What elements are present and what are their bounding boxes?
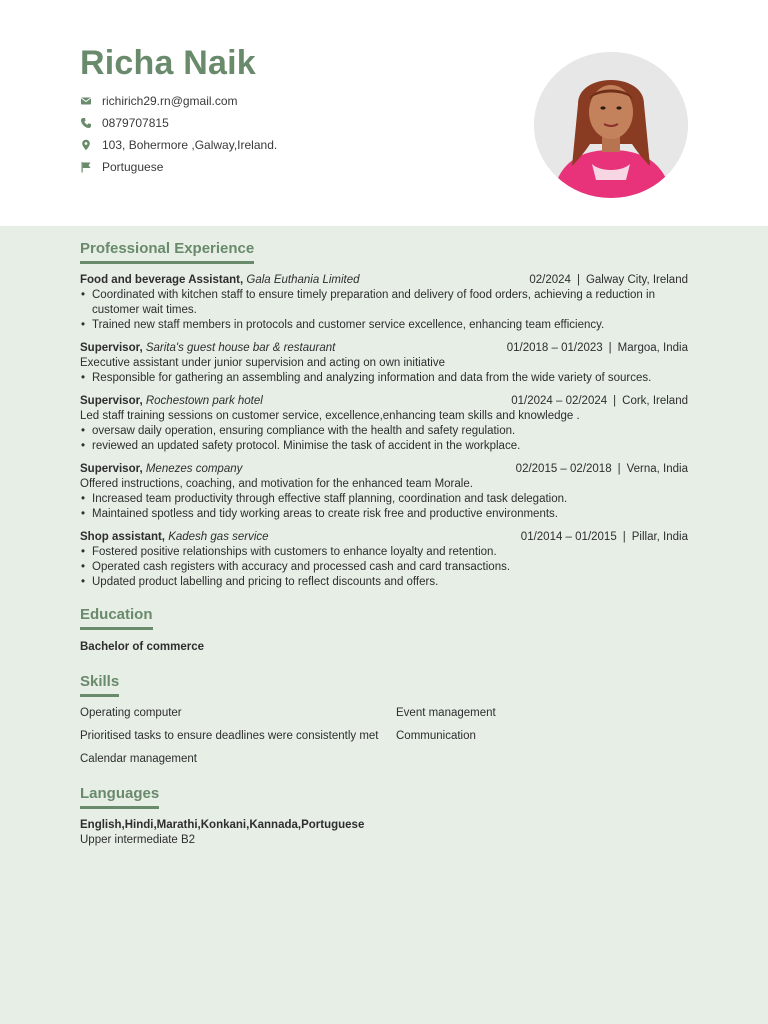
job-location: Margoa, India: [617, 342, 688, 354]
bullet-item: • Operated cash registers with accuracy and processed cash and card transactions.: [92, 560, 688, 575]
experience-heading: Professional Experience: [80, 240, 254, 264]
profile-photo: [534, 52, 688, 198]
languages-heading: Languages: [80, 785, 159, 809]
job-header: [80, 394, 688, 409]
job-meta: 01/2014 – 01/2015 | Pillar, India: [520, 531, 688, 543]
job-meta: 01/2018 – 01/2023 | Margoa, India: [506, 342, 688, 354]
education-heading: Education: [80, 606, 153, 630]
job-title: Shop assistant,: [80, 531, 165, 543]
skill-item: Prioritised tasks to ensure deadlines were consistently met: [80, 730, 379, 742]
job-role: [80, 530, 269, 545]
job-role: [80, 462, 242, 477]
flag-icon: [80, 161, 92, 173]
skill-item: Communication: [396, 730, 476, 742]
job-dates: 01/2018 – 01/2023: [506, 342, 603, 354]
contact-nationality: [80, 156, 277, 178]
job-meta: 01/2024 – 02/2024 | Cork, Ireland: [511, 395, 688, 407]
skill-item: Event management: [396, 707, 496, 719]
bullet-item: • Maintained spotless and tidy working areas to create risk free and productive environments.: [92, 507, 688, 522]
job-entry: [80, 394, 688, 454]
job-dates: 02/2015 – 02/2018: [515, 463, 612, 475]
profile-photo-illustration: [534, 52, 688, 198]
degree: Bachelor of commerce: [80, 641, 204, 653]
job-role: [80, 273, 360, 288]
contact-address: [80, 134, 277, 156]
envelope-icon: [80, 95, 92, 107]
job-entry: [80, 462, 688, 522]
bullet-item: • Responsible for gathering an assembling and analyzing information and data from the wide variety of sources.: [92, 371, 688, 386]
job-description: Offered instructions, coaching, and motivation for the enhanced team Morale.: [80, 478, 473, 490]
job-bullets: [80, 288, 688, 333]
job-dates: 02/2024: [529, 274, 571, 286]
job-header: [80, 273, 688, 288]
job-entry: [80, 530, 688, 590]
languages-list: English,Hindi,Marathi,Konkani,Kannada,Portuguese: [80, 819, 365, 831]
job-description: Led staff training sessions on customer service, excellence,enhancing team skills and knowledge .: [80, 410, 580, 422]
job-role: [80, 341, 335, 356]
job-role: [80, 394, 263, 409]
contact-list: [80, 90, 277, 178]
bullet-item: • oversaw daily operation, ensuring compliance with the health and safety regulation.: [92, 424, 688, 439]
bullet-item: • Trained new staff members in protocols and customer service excellence, enhancing team efficiency.: [92, 318, 688, 333]
email-text[interactable]: richirich29.rn@gmail.com: [102, 94, 238, 108]
job-header: [80, 530, 688, 545]
experience-section: [80, 240, 688, 590]
job-company: Sarita's guest house bar & restaurant: [145, 342, 336, 354]
location-pin-icon: [80, 139, 92, 151]
bullet-item: • Fostered positive relationships with customers to enhance loyalty and retention.: [92, 545, 688, 560]
job-bullets: [80, 371, 688, 386]
job-company: Menezes company: [145, 463, 243, 475]
language-level: Upper intermediate B2: [80, 834, 196, 846]
phone-text[interactable]: 0879707815: [102, 116, 169, 130]
job-title: Supervisor,: [80, 342, 143, 354]
job-company: Rochestown park hotel: [145, 395, 263, 407]
job-meta: 02/2015 – 02/2018 | Verna, India: [515, 463, 688, 475]
job-bullets: [80, 492, 688, 522]
job-meta: 02/2024 | Galway City, Ireland: [529, 274, 688, 286]
resume-header: [0, 0, 768, 226]
job-title: Supervisor,: [80, 463, 143, 475]
job-location: Cork, Ireland: [622, 395, 688, 407]
job-bullets: [80, 424, 688, 454]
nationality-text: Portuguese: [102, 160, 164, 174]
job-company: Kadesh gas service: [168, 531, 269, 543]
job-company: Gala Euthania Limited: [246, 274, 360, 286]
job-location: Pillar, India: [631, 531, 688, 543]
candidate-name: Richa Naik: [80, 44, 256, 82]
bullet-item: • reviewed an updated safety protocol. Minimise the task of accident in the workplace.: [92, 439, 688, 454]
skill-item: Calendar management: [80, 753, 197, 765]
skills-section: [80, 673, 688, 767]
bullet-item: • Updated product labelling and pricing to reflect discounts and offers.: [92, 575, 688, 590]
job-entry: [80, 341, 688, 386]
bullet-item: • Coordinated with kitchen staff to ensure timely preparation and delivery of food orders, achieving a reduction in customer wait times.: [92, 288, 688, 318]
job-location: Galway City, Ireland: [585, 274, 688, 286]
job-bullets: [80, 545, 688, 590]
job-title: Supervisor,: [80, 395, 143, 407]
address-text: 103, Bohermore ,Galway,Ireland.: [102, 138, 278, 152]
job-header: [80, 341, 688, 356]
skill-item: Operating computer: [80, 707, 182, 719]
job-dates: 01/2024 – 02/2024: [511, 395, 608, 407]
job-description: Executive assistant under junior supervision and acting on own initiative: [80, 357, 446, 369]
skills-heading: Skills: [80, 673, 119, 697]
job-location: Verna, India: [626, 463, 688, 475]
skills-grid: [80, 706, 688, 767]
contact-phone: [80, 112, 277, 134]
education-section: [80, 606, 688, 653]
resume-body: [80, 240, 688, 848]
languages-section: [80, 785, 688, 848]
job-entry: [80, 273, 688, 333]
job-header: [80, 462, 688, 477]
job-dates: 01/2014 – 01/2015: [520, 531, 617, 543]
phone-icon: [80, 117, 92, 129]
contact-email: [80, 90, 277, 112]
job-title: Food and beverage Assistant,: [80, 274, 244, 286]
bullet-item: • Increased team productivity through effective staff planning, coordination and task delegation.: [92, 492, 688, 507]
